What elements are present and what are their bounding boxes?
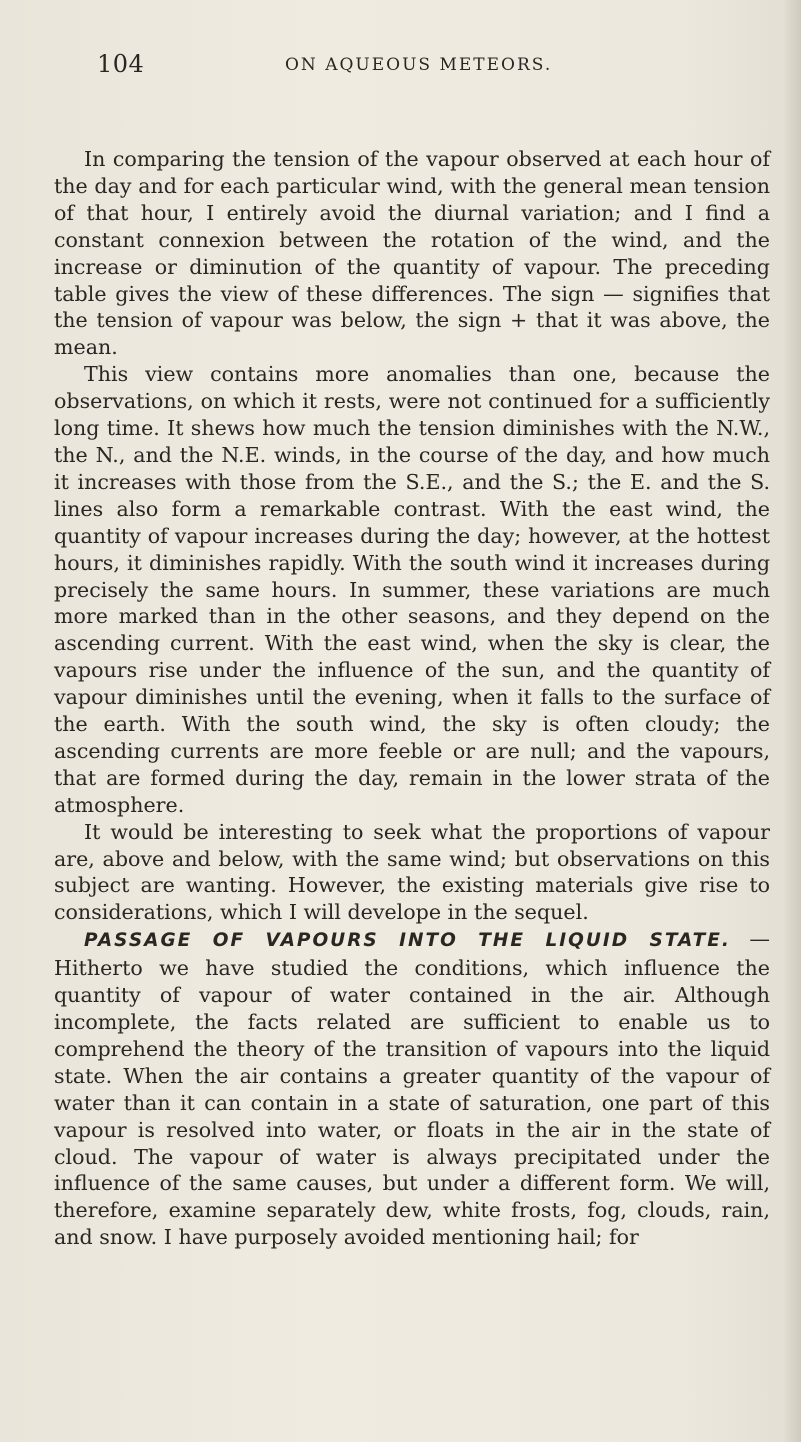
body-text xyxy=(54,146,770,1251)
section-heading: PASSAGE OF VAPOURS INTO THE LIQUID STATE. xyxy=(84,930,731,952)
page-edge-shadow xyxy=(783,0,801,1442)
running-head xyxy=(97,50,787,90)
paragraph-4-text: — Hitherto we have studied the conditions, which influence the quantity of vapour of water contained in the air. Although incomplete, the facts related are sufficient to enable us to comprehend the theory of the transition of vapours into the liquid state. When the air contains a greater quantity of the vapour of water than it can contain in a state of saturation, one part of this vapour is resolved into water, or floats in the air in the state of cloud. The vapour of water is always precipitated under the influence of the same causes, but under a different form. We will, therefore, examine separately dew, white frosts, fog, clouds, rain, and snow. I have purposely avoided mentioning hail; for xyxy=(54,927,771,1250)
paragraph-4 xyxy=(54,926,770,1251)
paragraph-3: It would be interesting to seek what the proportions of vapour are, above and below, with the same wind; but observations on this subject are wanting. However, the existing materials give rise to considerations, which I will develope in the sequel. xyxy=(54,819,770,925)
running-title: ON AQUEOUS METEORS. xyxy=(285,55,553,75)
paragraph-2: This view contains more anomalies than one, because the observations, on which it rests, were not continued for a sufficiently long time. It shews how much the tension diminishes with the N.W., the N., and the N.E. winds, in the course of the day, and how much it increases with those from the S.E., and the S.; the E. and the S. lines also form a remarkable contrast. With the east wind, the quantity of vapour increases during the day; however, at the hottest hours, it diminishes rapidly. With the south wind it increases during precisely the same hours. In summer, these variations are much more marked than in the other seasons, and they depend on the ascending current. With the east wind, when the sky is clear, the vapours rise under the influence of the sun, and the quantity of vapour diminishes until the evening, when it falls to the surface of the earth. With the south wind, the sky is often cloudy; the ascending currents are more feeble or are null; and the vapours, that are formed during the day, remain in the lower strata of the atmosphere. xyxy=(54,362,770,817)
page-number: 104 xyxy=(97,50,145,78)
paragraph-1: In comparing the tension of the vapour observed at each hour of the day and for each particular wind, with the general mean tension of that hour, I entirely avoid the diurnal variation; and I find a constant connexion between the rotation of the wind, and the increase or diminution of the quantity of vapour. The preceding table gives the view of these differences. The sign — signifies that the tension of vapour was below, the sign + that it was above, the mean. xyxy=(54,147,770,360)
